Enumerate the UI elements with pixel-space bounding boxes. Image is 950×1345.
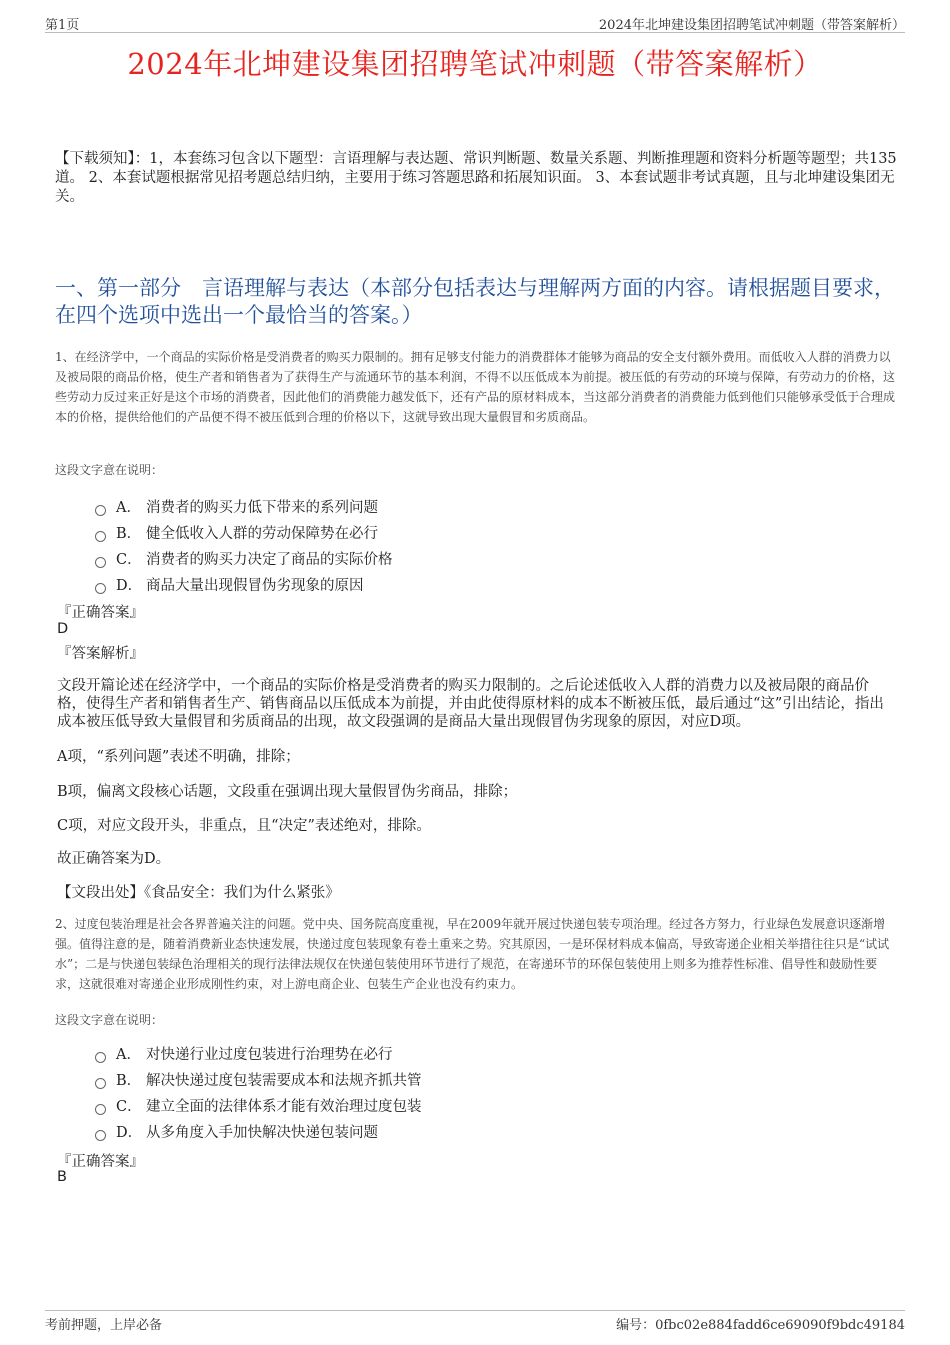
question-2-prompt: 这段文字意在说明：: [55, 1013, 164, 1027]
question-2-option-c[interactable]: C． 建立全面的法律体系才能有效治理过度包装: [95, 1092, 422, 1118]
question-2-option-d[interactable]: D． 从多角度入手加快解决快递包装问题: [95, 1118, 422, 1144]
question-1-option-a[interactable]: A． 消费者的购买力低下带来的系列问题: [95, 493, 393, 519]
radio-icon[interactable]: [95, 557, 106, 568]
question-1-option-d[interactable]: D． 商品大量出现假冒伪劣现象的原因: [95, 571, 393, 597]
question-1-source: 【文段出处】《食品安全：我们为什么紧张》: [57, 885, 340, 901]
radio-icon[interactable]: [95, 1078, 106, 1089]
question-2-option-b[interactable]: B． 解决快递过度包装需要成本和法规齐抓共管: [95, 1066, 422, 1092]
footer-divider: [45, 1310, 905, 1311]
radio-icon[interactable]: [95, 583, 106, 594]
question-1-analysis: 文段开篇论述在经济学中，一个商品的实际价格是受消费者的购买力限制的。之后论述低收入人群的消费力以及被局限的商品价格，使得生产者和销售者生产、销售商品以压低成本为前提，并由此使得原材料的成本不断被压低，最后通过“这”引出结论，指出成本被压低导致大量假冒和劣质商品的出现，故文段强调的是商品大量出现假冒伪劣现象的原因，对应D项。: [57, 678, 884, 730]
question-1-answer: D: [57, 621, 69, 637]
question-1-conclusion: 故正确答案为D。: [57, 851, 171, 867]
header-doc-title: 2024年北坤建设集团招聘笔试冲刺题（带答案解析）: [598, 18, 905, 33]
question-1-answer-label: 『正确答案』: [57, 605, 144, 621]
radio-icon[interactable]: [95, 531, 106, 542]
question-1-analysis-b: B项，偏离文段核心话题，文段重在强调出现大量假冒伪劣商品，排除；: [57, 784, 518, 800]
page-header: [45, 14, 905, 33]
page-title: 2024年北坤建设集团招聘笔试冲刺题（带答案解析）: [127, 47, 823, 81]
question-1-options: [95, 493, 393, 597]
question-2-answer: B: [57, 1169, 67, 1185]
page-number: 第1页: [45, 18, 80, 33]
question-1-option-b[interactable]: B． 健全低收入人群的劳动保障势在必行: [95, 519, 393, 545]
radio-icon[interactable]: [95, 1052, 106, 1063]
question-1-analysis-c: C项，对应文段开头，非重点，且“决定”表述绝对，排除。: [57, 818, 431, 834]
question-2-option-a[interactable]: A． 对快递行业过度包装进行治理势在必行: [95, 1040, 422, 1066]
question-2-text: 2、过度包装治理是社会各界普遍关注的问题。党中央、国务院高度重视，早在2009年就开展过快递包装专项治理。经过各方努力，行业绿色发展意识逐渐增强。值得注意的是，随着消费新业态快速发展，快递过度包装现象有卷土重来之势。究其原因，一是环保材料成本偏高，导致寄递企业相关举措往往只是“试试水”；二是与快递包装绿色治理相关的现行法律法规仅在快递包装使用环节进行了规范，在寄递环节的环保包装使用上则多为推荐性标准、倡导性和鼓励性要求，这就很难对寄递企业形成刚性约束，对上游电商企业、包装生产企业也没有约束力。: [55, 917, 890, 991]
question-1-text: 1、在经济学中，一个商品的实际价格是受消费者的购买力限制的。拥有足够支付能力的消费群体才能够为商品的安全支付额外费用。而低收入人群的消费力以及被局限的商品价格，使生产者和销售者为了获得生产与流通环节的基本利润，不得不以压低成本为前提。被压低的有劳动的环境与保障，有劳动力的价格，这些劳动力反过来正好是这个市场的消费者，因此他们的消费能力越发低下，还有产品的原材料成本，当这部分消费者的消费能力低到他们只能够承受低于合理成本的价格，提供给他们的产品便不得不被压低到合理的价格以下，这就导致出现大量假冒和劣质商品。: [55, 350, 896, 424]
radio-icon[interactable]: [95, 1104, 106, 1115]
question-2-options: [95, 1040, 422, 1144]
download-notice: 【下载须知】：1，本套练习包含以下题型：言语理解与表达题、常识判断题、数量关系题、判断推理题和资料分析题等题型；共135道。 2、本套试题根据常见招考题总结归纳，主要用于练习答题思路和拓展知识面。 3、本套试题非考试真题，且与北坤建设集团无关。: [55, 151, 897, 205]
question-2-answer-label: 『正确答案』: [57, 1154, 144, 1170]
radio-icon[interactable]: [95, 505, 106, 516]
footer-doc-id: 编号：0fbc02e884fadd6ce69090f9bdc49184: [616, 1318, 905, 1333]
question-1-analysis-a: A项，“系列问题”表述不明确，排除；: [57, 749, 300, 765]
question-1-analysis-label: 『答案解析』: [57, 646, 144, 662]
question-1-prompt: 这段文字意在说明：: [55, 463, 164, 477]
footer-slogan: 考前押题，上岸必备: [45, 1318, 163, 1333]
radio-icon[interactable]: [95, 1130, 106, 1141]
question-1-option-c[interactable]: C． 消费者的购买力决定了商品的实际价格: [95, 545, 393, 571]
section-heading: 一、第一部分 言语理解与表达（本部分包括表达与理解两方面的内容。请根据题目要求，在四个选项中选出一个最恰当的答案。）: [55, 276, 895, 327]
